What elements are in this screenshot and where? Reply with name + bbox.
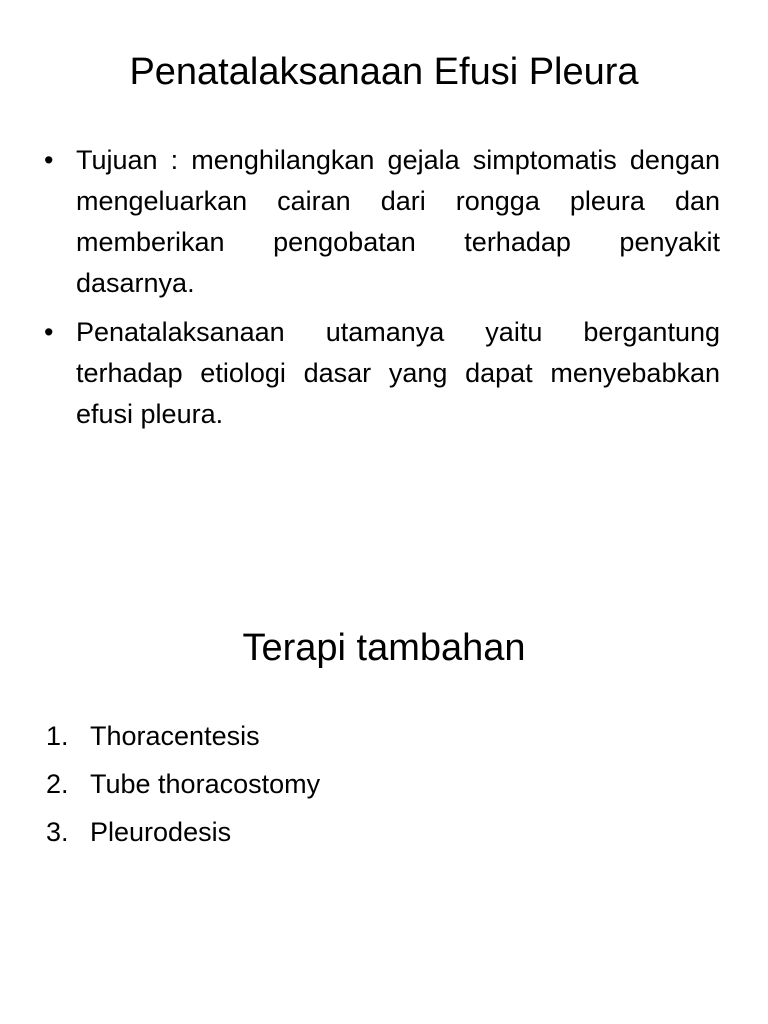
list-item-thoracentesis [46, 712, 320, 760]
bullet-text: Penatalaksanaan utamanya yaitu bergantung terhadap etiologi dasar yang dapat menyebabkan efusi pleura. [76, 317, 720, 429]
bullet-text: Tujuan : menghilangkan gejala simptomatis dengan mengeluarkan cairan dari rongga pleura dan memberikan pengobatan terhadap penyakit dasarnya. [76, 145, 720, 298]
slide-title: Penatalaksanaan Efusi Pleura [129, 51, 639, 93]
numbered-list [46, 712, 320, 856]
bullet-list [44, 140, 720, 443]
bullet-marker: • [44, 145, 54, 175]
list-number: 3. [46, 817, 69, 847]
bullet-marker: • [44, 317, 54, 347]
list-number: 2. [46, 769, 69, 799]
list-number: 1. [46, 721, 69, 751]
list-text: Thoracentesis [90, 721, 260, 751]
bullet-item-tujuan [44, 140, 720, 304]
list-text: Tube thoracostomy [90, 769, 321, 799]
slide-title: Terapi tambahan [242, 627, 526, 669]
list-text: Pleurodesis [90, 817, 232, 847]
list-item-tube-thoracostomy [46, 760, 320, 808]
slide-terapi-tambahan [0, 512, 768, 1024]
bullet-item-penatalaksanaan [44, 312, 720, 435]
list-item-pleurodesis [46, 808, 320, 856]
